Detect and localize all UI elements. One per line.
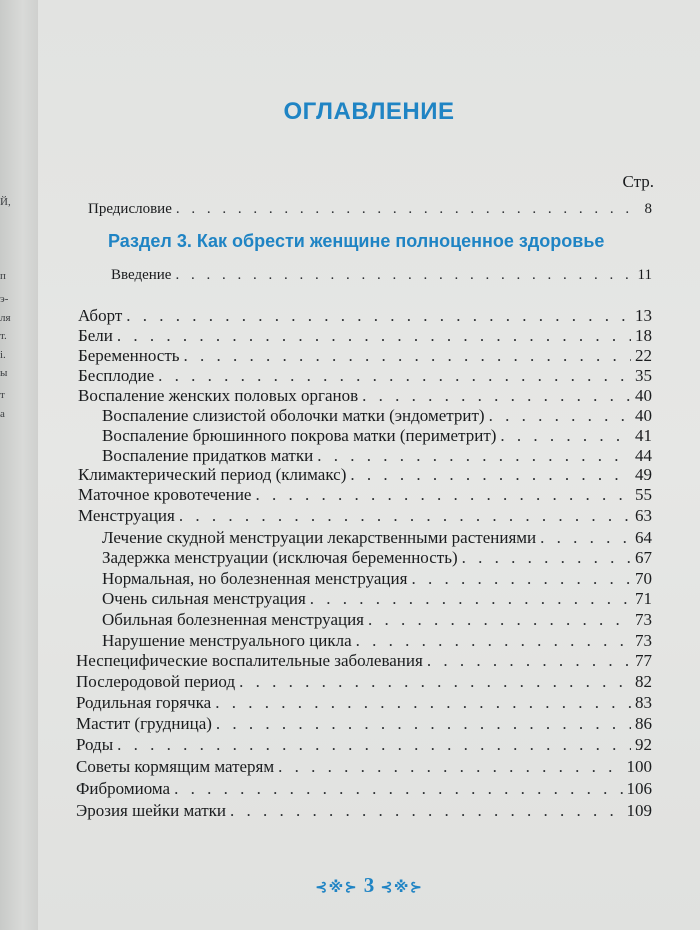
toc-entry: [102, 631, 652, 651]
dot-leader: [500, 426, 631, 446]
toc-entry-page: 109: [626, 801, 652, 820]
toc-entry-page: 71: [635, 589, 652, 608]
toc-entry: [102, 548, 652, 568]
toc-entry: [111, 265, 652, 285]
toc-entry-page: 41: [635, 426, 652, 445]
toc-entry-label: Бели: [78, 326, 113, 345]
dot-leader: [368, 610, 631, 630]
dot-leader: [174, 779, 622, 799]
toc-entry-page: 44: [635, 446, 652, 465]
toc-entry-page: 92: [635, 735, 652, 754]
toc-entry-label: Задержка менструации (исключая беременность): [102, 548, 458, 567]
dot-leader: [215, 693, 631, 713]
toc-entry-page: 100: [626, 757, 652, 776]
toc-entry: [78, 366, 652, 386]
toc-entry-page: 49: [635, 465, 652, 484]
margin-fragment: ы: [0, 367, 8, 379]
dot-leader: [489, 406, 631, 426]
toc-entry-page: 22: [635, 346, 652, 365]
dot-leader: [176, 199, 641, 219]
toc-entry: [78, 306, 652, 326]
toc-entry-label: Аборт: [78, 306, 123, 325]
toc-entry-page: 11: [637, 267, 652, 283]
toc-entry-page: 8: [644, 201, 652, 217]
toc-entry-label: Советы кормящим матерям: [76, 757, 275, 776]
toc-entry-label: Мастит (грудница): [76, 714, 212, 733]
dot-leader: [230, 801, 623, 821]
toc-entry-label: Климактерический период (климакс): [78, 465, 347, 484]
margin-fragment: ля: [0, 312, 11, 324]
toc-entry: [76, 714, 652, 734]
toc-entry: [78, 485, 652, 505]
toc-entry-page: 40: [635, 386, 652, 405]
toc-entry: [76, 693, 652, 713]
toc-entry: [102, 426, 652, 446]
dot-leader: [117, 326, 631, 346]
toc-entry: [102, 528, 652, 548]
dot-leader: [239, 672, 631, 692]
toc-entry-label: Введение: [111, 267, 172, 283]
dot-leader: [179, 506, 631, 526]
adjacent-page-edge: [0, 0, 39, 930]
toc-entry: [76, 757, 652, 777]
page-number: 3: [363, 873, 375, 897]
toc-entry-page: 63: [635, 506, 652, 525]
toc-entry: [78, 386, 652, 406]
toc-entry-label: Фибромиома: [76, 779, 171, 798]
toc-entry-page: 40: [635, 406, 652, 425]
toc-entry: [78, 506, 652, 526]
toc-entry-page: 55: [635, 485, 652, 504]
toc-entry-page: 86: [635, 714, 652, 733]
dot-leader: [427, 651, 631, 671]
page-title: ОГЛАВЛЕНИЕ: [283, 98, 455, 125]
toc-entry-label: Бесплодие: [78, 366, 155, 385]
section-heading: Раздел 3. Как обрести женщине полноценное здоровье: [108, 231, 605, 251]
toc-entry-label: Воспаление брюшинного покрова матки (периметрит): [102, 426, 497, 445]
toc-entry: [76, 779, 652, 799]
toc-entry-page: 35: [635, 366, 652, 385]
margin-fragment: т.: [0, 330, 7, 342]
book-page: [38, 0, 700, 930]
toc-entry: [76, 651, 652, 671]
toc-entry-label: Беременность: [78, 346, 180, 365]
toc-entry: [78, 326, 652, 346]
toc-entry-page: 82: [635, 672, 652, 691]
margin-fragment: п: [0, 270, 6, 282]
toc-entry-label: Воспаление слизистой оболочки матки (эндометрит): [102, 406, 485, 425]
dot-leader: [175, 265, 633, 285]
page-footer: [38, 873, 700, 898]
toc-entry: [102, 446, 652, 466]
toc-entry: [102, 610, 652, 630]
toc-entry: [88, 199, 652, 219]
toc-entry: [76, 735, 652, 755]
dot-leader: [278, 757, 622, 777]
toc-entry-label: Обильная болезненная менструация: [102, 610, 364, 629]
margin-fragment: і.: [0, 349, 6, 361]
dot-leader: [117, 735, 631, 755]
margin-fragment: т: [0, 389, 5, 401]
toc-entry: [78, 346, 652, 366]
dot-leader: [126, 306, 631, 326]
dot-leader: [184, 346, 631, 366]
toc-entry: [78, 465, 652, 485]
toc-entry-label: Маточное кровотечение: [78, 485, 252, 504]
toc-entry-label: Лечение скудной менструации лекарственными растениями: [102, 528, 537, 547]
toc-entry-label: Послеродовой период: [76, 672, 236, 691]
toc-entry-label: Роды: [76, 735, 114, 754]
toc-entry-label: Очень сильная менструация: [102, 589, 306, 608]
dot-leader: [158, 366, 631, 386]
dot-leader: [356, 631, 631, 651]
toc-entry-page: 77: [635, 651, 652, 670]
margin-fragment: а: [0, 408, 5, 420]
toc-entry-label: Нормальная, но болезненная менструация: [102, 569, 408, 588]
toc-entry-label: Предисловие: [88, 201, 172, 217]
toc-entry-page: 70: [635, 569, 652, 588]
toc-entry-page: 13: [635, 306, 652, 325]
toc-entry-label: Эрозия шейки матки: [76, 801, 226, 820]
dot-leader: [216, 714, 631, 734]
dot-leader: [350, 465, 631, 485]
toc-entry-page: 64: [635, 528, 652, 547]
toc-entry-label: Родильная горячка: [76, 693, 212, 712]
toc-entry-page: 73: [635, 631, 652, 650]
toc-entry-label: Нарушение менструального цикла: [102, 631, 352, 650]
ornament-left-icon: ⊰※⊱: [315, 878, 358, 896]
dot-leader: [540, 528, 631, 548]
toc-entry-page: 106: [626, 779, 652, 798]
toc-entry-label: Воспаление придатков матки: [102, 446, 314, 465]
margin-fragment: э-: [0, 293, 9, 305]
margin-fragment: Й,: [0, 196, 11, 208]
toc-entry: [102, 589, 652, 609]
toc-entry-page: 67: [635, 548, 652, 567]
toc-entry-page: 73: [635, 610, 652, 629]
dot-leader: [462, 548, 631, 568]
toc-entry-label: Воспаление женских половых органов: [78, 386, 359, 405]
toc-entry: [76, 801, 652, 821]
toc-entry-page: 18: [635, 326, 652, 345]
toc-entry-page: 83: [635, 693, 652, 712]
ornament-right-icon: ⊰※⊱: [380, 878, 423, 896]
toc-entry: [102, 569, 652, 589]
toc-entry: [76, 672, 652, 692]
dot-leader: [317, 446, 631, 466]
dot-leader: [411, 569, 631, 589]
page-column-label: Стр.: [622, 172, 654, 191]
toc-entry: [102, 406, 652, 426]
toc-entry-label: Менструация: [78, 506, 175, 525]
toc-entry-label: Неспецифические воспалительные заболевания: [76, 651, 423, 670]
dot-leader: [362, 386, 631, 406]
dot-leader: [310, 589, 631, 609]
dot-leader: [255, 485, 631, 505]
